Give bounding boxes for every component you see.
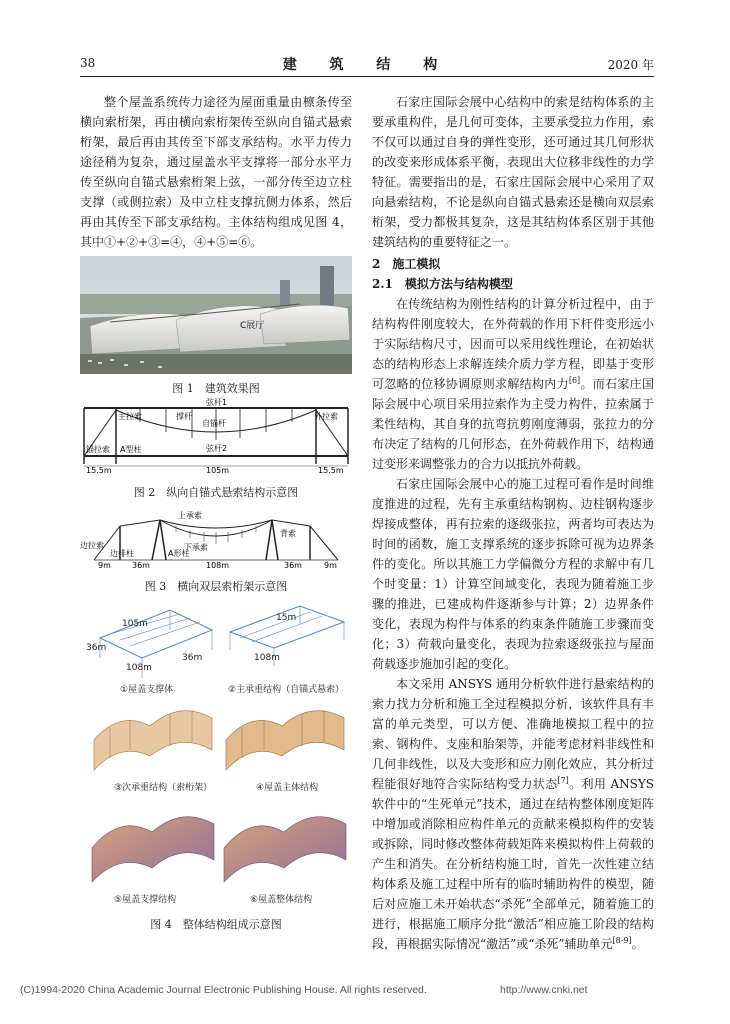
fig2-top-chord: 弦杆1 — [206, 398, 228, 407]
para2-text: 在传统结构为刚性结构的计算分析过程中，由于结构构件刚度较大，在外荷载的作用下杆件变形远小于实际结构尺寸，因而可以采用线性理论，在初始状态的结构形态上求解连续介质力学方程，即基于变形可忽略的位移协调原则求解结构内力 — [372, 297, 654, 391]
footer-url[interactable]: http://www.cnki.net — [500, 984, 588, 996]
figure-1-photo — [80, 256, 352, 374]
fig3-side-cable: 边拉索 — [80, 541, 104, 550]
right-column — [372, 92, 654, 954]
journal-title: 建 筑 结 构 — [282, 57, 452, 73]
figure-4-caption: 图 4 整体结构组成示意图 — [150, 918, 282, 931]
figure-2-caption: 图 2 纵向自锚式悬索结构示意图 — [133, 486, 299, 499]
fig4-p1-dim-3: 108m — [126, 663, 152, 673]
fig4-p1-dim-2: 105m — [122, 619, 148, 629]
fig4-p1-dim-1: 36m — [86, 643, 107, 653]
right-paragraph-3: 石家庄国际会展中心的施工过程可看作是时间维度推进的过程，先有主承重结构钢构、边柱钢构逐步焊接成整体，再有拉索的逐级张拉，两者均可表达为时间的函数，施工支撑系统的逐步拆除可视为边界条件的变化。所以其施工力学偏微分方程的求解中有几个时变量：1）计算空间域变化，表现为随着施工步骤的推进，已建成构件逐渐参与计算；2）边界条件变化，表现为构件与体系的约束条件随施工步骤而变化；3）荷载向量变化，表现为拉索逐级张拉与屋面荷载逐步施加引起的变化。 — [372, 477, 654, 671]
fig4-p1-dim-4: 36m — [182, 653, 203, 663]
fig4-p2-label: ②主承重结构（自锚式悬索） — [228, 685, 345, 695]
fig2-outer-cable: 外拉索 — [314, 412, 338, 421]
header-rule — [80, 76, 654, 77]
ref-8-9: [8-9] — [612, 936, 632, 945]
fig2-bottom-chord: 弦杆2 — [206, 444, 228, 453]
fig3-outer: 背索 — [280, 529, 296, 538]
fig2-dim-right: 15.5m — [318, 466, 344, 475]
fig3-dim-4: 36m — [284, 561, 302, 570]
ref-6: [6] — [568, 376, 581, 385]
fig3-dim-2: 36m — [132, 561, 150, 570]
page-number: 38 — [80, 56, 96, 70]
fig4-p2-dim-1: 15m — [276, 613, 297, 623]
fig3-dim-1: 9m — [98, 561, 111, 570]
fig2-a-column: A型柱 — [120, 445, 142, 454]
fig4-panel-1-drawing — [86, 610, 212, 695]
fig4-p3-label: ③次承重结构（索桁架） — [114, 783, 213, 793]
para2-text-cont: 。而石家庄国际会展中心项目采用拉索作为主受力构件，拉索属于柔性结构，其自身的抗弯抗剪刚度薄弱，张拉力的分布决定了结构的几何形态，在外荷载作用下，结构通过变形来调整张力的合力以抵抗外荷载。 — [372, 377, 654, 471]
section-heading-2: 2 施工模拟 — [372, 257, 441, 271]
fig4-p6-label: ⑥屋盖整体结构 — [250, 895, 313, 905]
right-paragraph-2 — [372, 294, 654, 474]
para4-text-end: 。 — [631, 937, 644, 951]
issue-year: 2020 年 — [607, 58, 654, 72]
fig3-a-column: A形柱 — [168, 549, 190, 558]
para4-text-mid: 。利用 ANSYS 软件中的“生死单元”技术，通过在结构整体刚度矩阵中增加或消除相应构件单元的贡献来模拟构件的安装或拆除，同时修改整体荷载矩阵来模拟构件上荷载的产生和消失。在分析结构施工时，首先一次性建立结构体系及施工过程中所有的临时辅助构件的模型，随后对应施工未开始状态“杀死”全部单元，随着施工的进行，根据施工顺序分批“激活”相应施工阶段的结构段，再根据实际情况“激活”或“杀死”辅助单元 — [372, 777, 654, 951]
figure-1-caption: 图 1 建筑效果图 — [172, 382, 260, 395]
fig4-panel-2-drawing — [228, 606, 344, 695]
fig2-strut: 撑杆 — [176, 412, 192, 421]
figure-3-caption: 图 3 横向双层索桁架示意图 — [144, 580, 288, 593]
ref-7: [7] — [557, 776, 569, 785]
left-paragraph: 整个屋盖系统传力途径为屋面重量由檩条传至横向索桁架，再由横向索桁架传至纵向自锚式悬索桁架，最后再由其传至下部支承结构。水平力传力途径稍为复杂，通过屋盖水平支撑将一部分水平力传至纵向自锚式悬索桁架上弦，一部分传至边立柱支撑（或侧拉索）及中立柱支撑抗侧力体系，然后再由其传至下部支承结构。主体结构组成见图 4，其中①+②+③=④，④+⑤=⑥。 — [80, 95, 352, 249]
fig4-panel-4-drawing — [226, 710, 344, 793]
figure-4-grid — [80, 600, 352, 910]
copyright: (C)1994-2020 China Academic Journal Electronic Publishing House. All rights reserved. — [20, 984, 427, 996]
page-header — [80, 52, 654, 74]
fig2-dim-left: 15.5m — [86, 466, 112, 475]
right-paragraph-4 — [372, 674, 654, 954]
footer — [20, 984, 588, 996]
fig4-panel-3-drawing — [94, 710, 212, 793]
figure-2-diagram — [80, 398, 352, 480]
fig2-main-cable: 主拉索 — [118, 412, 142, 421]
fig4-panel-6-drawing — [224, 817, 346, 905]
fig2-self-anchor: 自锚杆 — [202, 419, 226, 428]
fig3-upper-cable: 上承索 — [178, 511, 202, 520]
fig3-dim-5: 9m — [324, 561, 337, 570]
para4-text: 本文采用 ANSYS 通用分析软件进行悬索结构的索力找力分析和施工全过程模拟分析，该软件具有丰富的单元类型，可以方便、准确地模拟工程中的拉索、钢构件、支座和胎架等，并能考虑材料非线性和几何非线性，以及大变形和应力刚化效应，其分析过程能很好地符合实际结构受力状态 — [372, 677, 654, 791]
fig2-dim-mid: 105m — [206, 466, 230, 475]
photo-label: C展厅 — [240, 321, 265, 331]
left-column — [80, 92, 352, 252]
fig3-lower-cable: 下承索 — [184, 543, 208, 552]
right-paragraph-1: 石家庄国际会展中心结构中的索是结构体系的主要承重构件，是几何可变体，主要承受拉力作用，索不仅可以通过自身的弹性变形，还可通过其几何形状的改变来形成体系平衡，表现出大位移非线性的力学特征。需要指出的是，石家庄国际会展中心采用了双向悬索结构，不论是纵向自锚式悬索还是横向双层索桁架，受力都极其复杂，这是其结构体系区别于其他建筑结构的重要特征之一。 — [372, 95, 654, 249]
fig3-column: 边排柱 — [110, 549, 134, 558]
fig2-tie-cable: 锚拉索 — [86, 445, 110, 454]
fig4-p5-label: ⑤屋盖支撑结构 — [114, 895, 177, 905]
fig4-p4-label: ④屋盖主体结构 — [256, 783, 319, 793]
figure-3-diagram — [80, 506, 352, 570]
section-heading-2-1: 2.1 模拟方法与结构模型 — [372, 277, 513, 291]
fig4-p2-dim-2: 108m — [254, 653, 280, 663]
fig3-dim-3: 108m — [206, 561, 230, 570]
fig4-p1-label: ①屋盖支撑体 — [120, 685, 174, 695]
fig4-panel-5-drawing — [92, 817, 214, 905]
